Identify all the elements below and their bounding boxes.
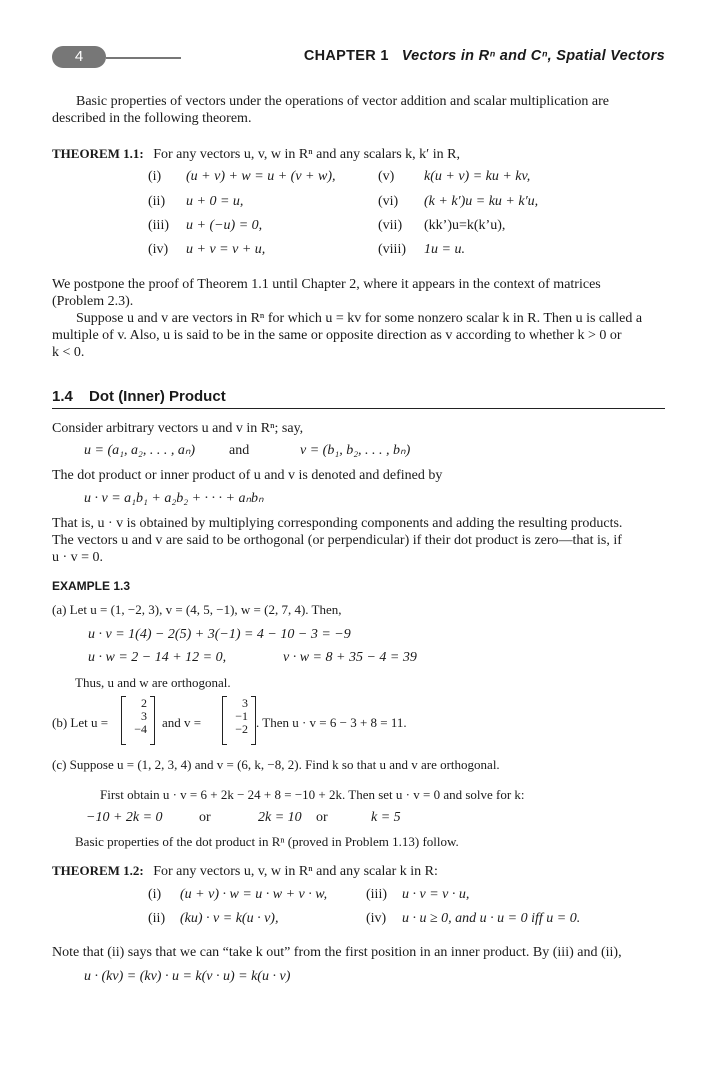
example-a-uv: u · v = 1(4) − 2(5) + 3(−1) = 4 − 10 − 3 = −9 bbox=[88, 627, 351, 642]
dot-that-3: u · v = 0. bbox=[52, 550, 104, 565]
example-c-eq1: −10 + 2k = 0 bbox=[86, 810, 163, 825]
chapter-title: Vectors in Rⁿ and Cⁿ, Spatial Vectors bbox=[401, 48, 665, 64]
theorem-item: (v) bbox=[378, 169, 395, 184]
theorem-item-expr: (u + v) · w = u · w + v · w, bbox=[180, 887, 328, 902]
example-a-thus: Thus, u and w are orthogonal. bbox=[75, 675, 231, 690]
example-b-let: (b) Let u = bbox=[52, 715, 109, 730]
note-formula: u · (kv) = (kv) · u = k(v · u) = k(u · v) bbox=[84, 969, 291, 984]
theorem-item: (ii) bbox=[148, 194, 166, 209]
theorem-item: (iii) bbox=[148, 218, 169, 233]
dot-v-def: v = (b₁, b₂, . . . , bₙ) bbox=[300, 443, 411, 458]
intro-line-1: Basic properties of vectors under the operations of vector addition and scalar multiplication are bbox=[76, 94, 609, 109]
example-b-then: . Then u · v = 6 − 3 + 8 = 11. bbox=[256, 715, 407, 730]
theorem-item-expr: u · v = v · u, bbox=[402, 887, 470, 902]
theorem-item: (viii) bbox=[378, 242, 406, 257]
postpone-line-2: (Problem 2.3). bbox=[52, 294, 134, 309]
theorem-item-expr: u + (−u) = 0, bbox=[186, 218, 263, 233]
example-a-uw: u · w = 2 − 14 + 12 = 0, bbox=[88, 650, 227, 665]
theorem-item: (ii) bbox=[148, 911, 166, 926]
dot-that-1: That is, u · v is obtained by multiplying corresponding components and adding the resulting products. bbox=[52, 516, 623, 531]
intro-line-2: described in the following theorem. bbox=[52, 111, 252, 126]
theorem-item: (i) bbox=[148, 169, 162, 184]
postpone-line-1: We postpone the proof of Theorem 1.1 until Chapter 2, where it appears in the context of matrices bbox=[52, 277, 601, 292]
theorem-item: (iv) bbox=[148, 242, 169, 257]
header-rule bbox=[106, 57, 181, 59]
example-c-first: First obtain u · v = 6 + 2k − 24 + 8 = −10 + 2k. Then set u · v = 0 and solve for k: bbox=[100, 787, 525, 802]
example-c-eq2: 2k = 10 bbox=[258, 810, 302, 825]
vector-u: 2 3 −4 bbox=[134, 696, 147, 736]
example-a-vw: v · w = 8 + 35 − 4 = 39 bbox=[283, 650, 417, 665]
vector-v: 3 −1 −2 bbox=[235, 696, 248, 736]
dot-consider: Consider arbitrary vectors u and v in Rⁿ; say, bbox=[52, 421, 304, 436]
dot-defined: The dot product or inner product of u and v is denoted and defined by bbox=[52, 468, 443, 483]
example-c-or1: or bbox=[199, 810, 211, 825]
theorem-item-expr: (kk’)u=k(k’u), bbox=[424, 218, 506, 233]
theorem-item: (i) bbox=[148, 887, 162, 902]
theorem-1-1-statement: For any vectors u, v, w in Rⁿ and any scalars k, k′ in R, bbox=[153, 147, 460, 162]
theorem-1-2-label: THEOREM 1.2: bbox=[52, 863, 144, 878]
theorem-1-1 bbox=[52, 145, 460, 163]
example-c-intro: (c) Suppose u = (1, 2, 3, 4) and v = (6, k, −8, 2). Find k so that u and v are orthogonal. bbox=[52, 757, 500, 772]
theorem-item: (vii) bbox=[378, 218, 403, 233]
theorem-item-expr: 1u = u. bbox=[424, 242, 465, 257]
postpone-line-4: multiple of v. Also, u is said to be in the same or opposite direction as v according to whether k > 0 or bbox=[52, 328, 622, 343]
chapter-header bbox=[304, 48, 665, 64]
postpone-line-3: Suppose u and v are vectors in Rⁿ for which u = kv for some nonzero scalar k in R. Then u is called a bbox=[76, 311, 643, 326]
example-c-or2: or bbox=[316, 810, 328, 825]
page-number: 4 bbox=[52, 46, 106, 68]
dot-formula: u · v = a₁b₁ + a₂b₂ + · · · + aₙbₙ bbox=[84, 491, 264, 506]
dot-that-2: The vectors u and v are said to be orthogonal (or perpendicular) if their dot product is zero—that is, if bbox=[52, 533, 622, 548]
theorem-item-expr: (ku) · v = k(u · v), bbox=[180, 911, 279, 926]
theorem-item-expr: k(u + v) = ku + kv, bbox=[424, 169, 531, 184]
dot-u-def: u = (a₁, a₂, . . . , aₙ) bbox=[84, 443, 196, 458]
example-c-eq3: k = 5 bbox=[371, 810, 401, 825]
theorem-item-expr: u + v = v + u, bbox=[186, 242, 266, 257]
theorem-item-expr: (k + k′)u = ku + k′u, bbox=[424, 194, 539, 209]
theorem-item: (iii) bbox=[366, 887, 387, 902]
example-a-intro: (a) Let u = (1, −2, 3), v = (4, 5, −1), w = (2, 7, 4). Then, bbox=[52, 602, 342, 617]
right-bracket bbox=[150, 696, 155, 745]
postpone-line-5: k < 0. bbox=[52, 345, 85, 360]
section-heading bbox=[52, 388, 665, 409]
chapter-label: CHAPTER 1 bbox=[303, 48, 389, 64]
example-basic: Basic properties of the dot product in Rⁿ (proved in Problem 1.13) follow. bbox=[75, 834, 459, 849]
section-title: Dot (Inner) Product bbox=[89, 388, 226, 405]
example-label: EXAMPLE 1.3 bbox=[52, 579, 131, 593]
theorem-item-expr: (u + v) + w = u + (v + w), bbox=[186, 169, 336, 184]
theorem-1-2-statement: For any vectors u, v, w in Rⁿ and any scalar k in R: bbox=[153, 864, 438, 879]
theorem-item-expr: u · u ≥ 0, and u · u = 0 iff u = 0. bbox=[402, 911, 581, 926]
section-number: 1.4 bbox=[52, 388, 73, 405]
example-b-and: and v = bbox=[162, 715, 202, 730]
theorem-1-2 bbox=[52, 862, 438, 880]
dot-and: and bbox=[229, 443, 250, 458]
note-line-1: Note that (ii) says that we can “take k out” from the first position in an inner product. By (iii) and (ii), bbox=[52, 945, 622, 960]
theorem-item-expr: u + 0 = u, bbox=[186, 194, 244, 209]
theorem-1-1-label: THEOREM 1.1: bbox=[52, 146, 144, 161]
theorem-item: (vi) bbox=[378, 194, 399, 209]
theorem-item: (iv) bbox=[366, 911, 387, 926]
